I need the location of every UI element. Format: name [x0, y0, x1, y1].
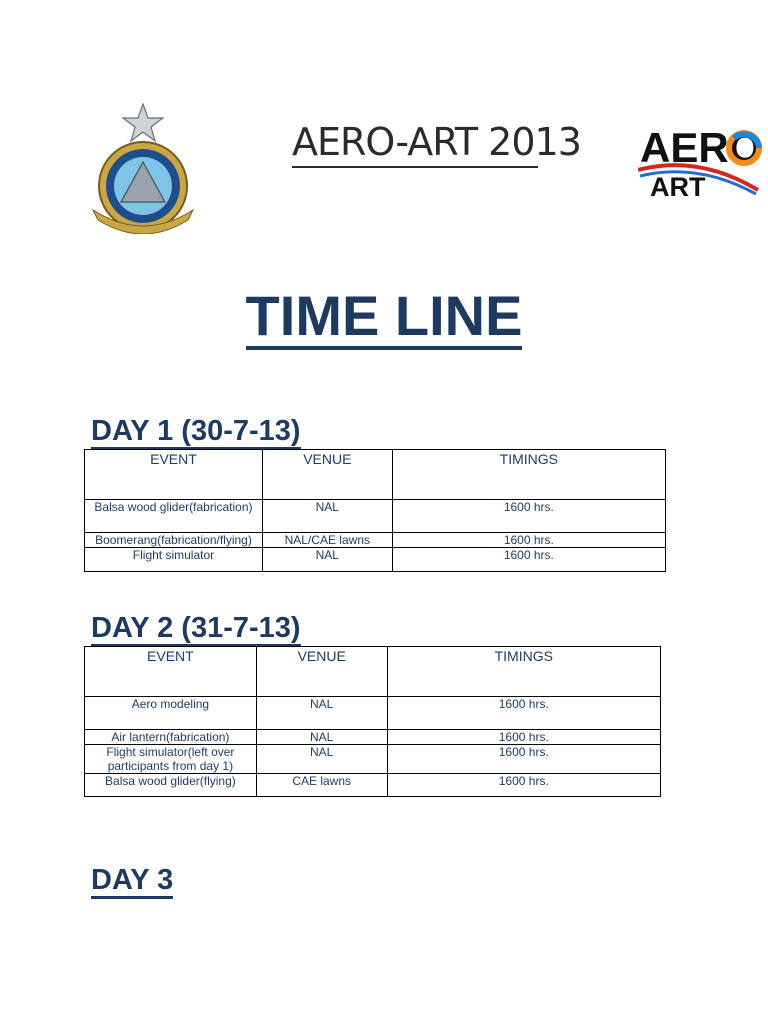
timing-cell: 1600 hrs. — [387, 730, 660, 745]
event-title: AERO-ART 2013 — [292, 120, 581, 164]
day-1-heading: DAY 1 (30-7-13) — [91, 414, 301, 448]
column-header-venue: VENUE — [262, 450, 392, 500]
event-title-underline — [292, 166, 538, 168]
venue-cell: NAL — [256, 697, 387, 730]
svg-text:AERO: AERO — [640, 124, 762, 171]
timing-cell: 1600 hrs. — [392, 500, 665, 533]
table-header-row — [85, 450, 666, 500]
table-header-row — [85, 647, 661, 697]
aero-art-logo — [638, 124, 766, 202]
svg-text:ART: ART — [650, 172, 706, 202]
timing-cell: 1600 hrs. — [392, 533, 665, 548]
column-header-timings: TIMINGS — [387, 647, 660, 697]
timing-cell: 1600 hrs. — [392, 548, 665, 572]
timing-cell: 1600 hrs. — [387, 745, 660, 774]
venue-cell: CAE lawns — [256, 774, 387, 797]
event-cell: Flight simulator(left over participants from day 1) — [85, 745, 257, 774]
venue-cell: NAL/CAE lawns — [262, 533, 392, 548]
table-row — [85, 697, 661, 730]
column-header-venue: VENUE — [256, 647, 387, 697]
venue-cell: NAL — [256, 730, 387, 745]
table-row — [85, 730, 661, 745]
column-header-event: EVENT — [85, 450, 263, 500]
event-cell: Aero modeling — [85, 697, 257, 730]
day-3-heading: DAY 3 — [91, 863, 173, 897]
pakistan-air-force-crest — [88, 102, 198, 234]
table-row — [85, 533, 666, 548]
page-title: TIME LINE — [0, 284, 768, 350]
event-cell: Flight simulator — [85, 548, 263, 572]
column-header-timings: TIMINGS — [392, 450, 665, 500]
timing-cell: 1600 hrs. — [387, 774, 660, 797]
timing-cell: 1600 hrs. — [387, 697, 660, 730]
day-2-heading: DAY 2 (31-7-13) — [91, 611, 301, 645]
event-cell: Air lantern(fabrication) — [85, 730, 257, 745]
table-row — [85, 548, 666, 572]
event-cell: Boomerang(fabrication/flying) — [85, 533, 263, 548]
venue-cell: NAL — [262, 500, 392, 533]
column-header-event: EVENT — [85, 647, 257, 697]
event-cell: Balsa wood glider(fabrication) — [85, 500, 263, 533]
table-row — [85, 745, 661, 774]
day-1-table — [84, 449, 666, 572]
venue-cell: NAL — [262, 548, 392, 572]
day-2-table — [84, 646, 661, 797]
table-row — [85, 774, 661, 797]
event-cell: Balsa wood glider(flying) — [85, 774, 257, 797]
table-row — [85, 500, 666, 533]
venue-cell: NAL — [256, 745, 387, 774]
